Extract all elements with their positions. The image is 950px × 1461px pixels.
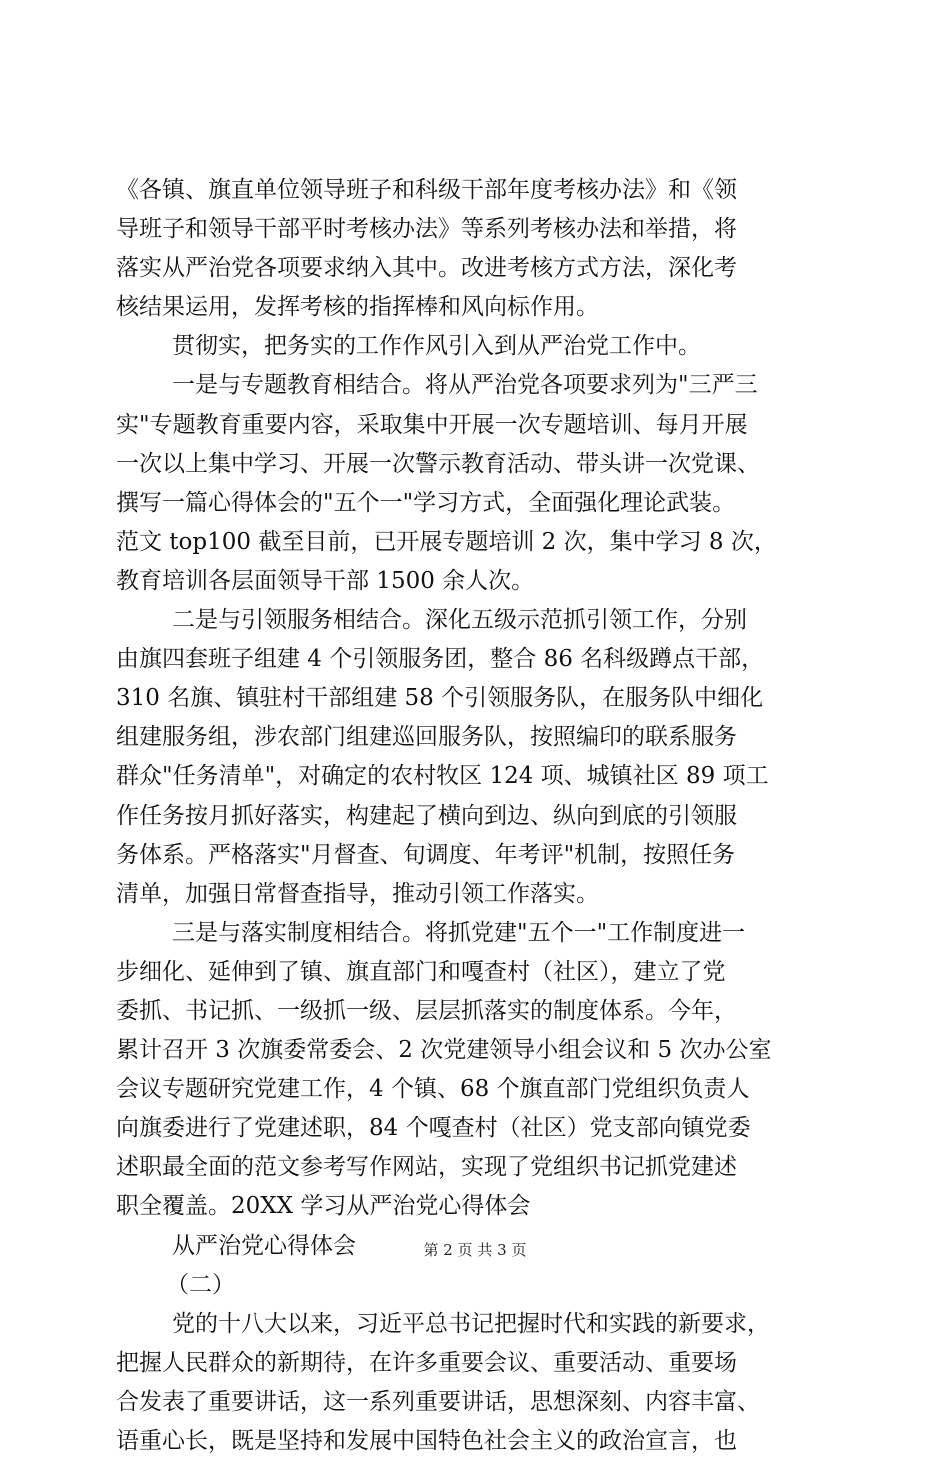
text-line: 清单，加强日常督查指导，推动引领工作落实。: [116, 880, 599, 907]
text-line: 累计召开 3 次旗委常委会、2 次党建领导小组会议和 5 次办公室: [116, 1037, 772, 1064]
text-line: 范文 top100 截至目前，已开展专题培训 2 次，集中学习 8 次，: [116, 528, 777, 555]
text-line: 三是与落实制度相结合。将抓党建"五个一"工作制度进一: [172, 919, 746, 946]
text-line: 一是与专题教育相结合。将从严治党各项要求列为"三严三: [172, 372, 758, 399]
text-line: 由旗四套班子组建 4 个引领服务团，整合 86 名科级蹲点干部，: [116, 646, 765, 673]
text-line: 《各镇、旗直单位领导班子和科级干部年度考核办法》和《领: [116, 177, 737, 203]
text-line: 贯彻实，把务实的工作作风引入到从严治党工作中。: [172, 333, 701, 360]
text-line: 二是与引领服务相结合。深化五级示范抓引领工作，分别: [172, 607, 747, 634]
text-line: 撰写一篇心得体会的"五个一"学习方式，全面强化理论武装。: [116, 489, 736, 516]
text-line: 作任务按月抓好落实，构建起了横向到边、纵向到底的引领服: [116, 802, 737, 829]
text-line: 实"专题教育重要内容，采取集中开展一次专题培训、每月开展: [116, 411, 748, 438]
text-line: 群众"任务清单"，对确定的农村牧区 124 项、城镇社区 89 项工: [116, 763, 769, 790]
text-line: 核结果运用，发挥考核的指挥棒和风向标作用。: [116, 294, 599, 321]
text-line: 落实从严治党各项要求纳入其中。改进考核方式方法，深化考: [116, 255, 737, 282]
text-line: 把握人民群众的新期待，在许多重要会议、重要活动、重要场: [116, 1349, 737, 1376]
page-number-footer: 第 2 页 共 3 页: [423, 1241, 527, 1259]
text-line: 310 名旗、镇驻村干部组建 58 个引领服务队，在服务队中细化: [116, 685, 764, 712]
text-line: 述职最全面的范文参考写作网站，实现了党组织书记抓党建述: [116, 1154, 737, 1181]
text-line: 一次以上集中学习、开展一次警示教育活动、带头讲一次党课、: [116, 450, 760, 477]
text-line: 导班子和领导干部平时考核办法》等系列考核办法和举措，将: [116, 216, 737, 243]
section-heading: 从严治党心得体会: [172, 1232, 356, 1259]
text-line: 务体系。严格落实"月督查、旬调度、年考评"机制，按照任务: [116, 841, 736, 868]
text-line: 委抓、书记抓、一级抓一级、层层抓落实的制度体系。今年，: [116, 997, 737, 1024]
text-line: 教育培训各层面领导干部 1500 余人次。: [116, 567, 535, 594]
text-line: 组建服务组，涉农部门组建巡回服务队，按照编印的联系服务: [116, 724, 737, 751]
text-line: 党的十八大以来，习近平总书记把握时代和实践的新要求，: [172, 1310, 770, 1337]
text-line: 合发表了重要讲话，这一系列重要讲话，思想深刻、内容丰富、: [116, 1388, 760, 1415]
section-number: （二）: [166, 1271, 235, 1298]
text-line: 会议专题研究党建工作，4 个镇、68 个旗直部门党组织负责人: [116, 1076, 750, 1103]
text-line: 步细化、延伸到了镇、旗直部门和嘎查村（社区），建立了党: [116, 958, 726, 985]
text-line: 向旗委进行了党建述职，84 个嘎查村（社区）党支部向镇党委: [116, 1115, 751, 1142]
document-body: [116, 171, 840, 1461]
text-line: 语重心长，既是坚持和发展中国特色社会主义的政治宣言，也: [116, 1428, 737, 1454]
text-line: 职全覆盖。20XX 学习从严治党心得体会: [116, 1193, 531, 1220]
